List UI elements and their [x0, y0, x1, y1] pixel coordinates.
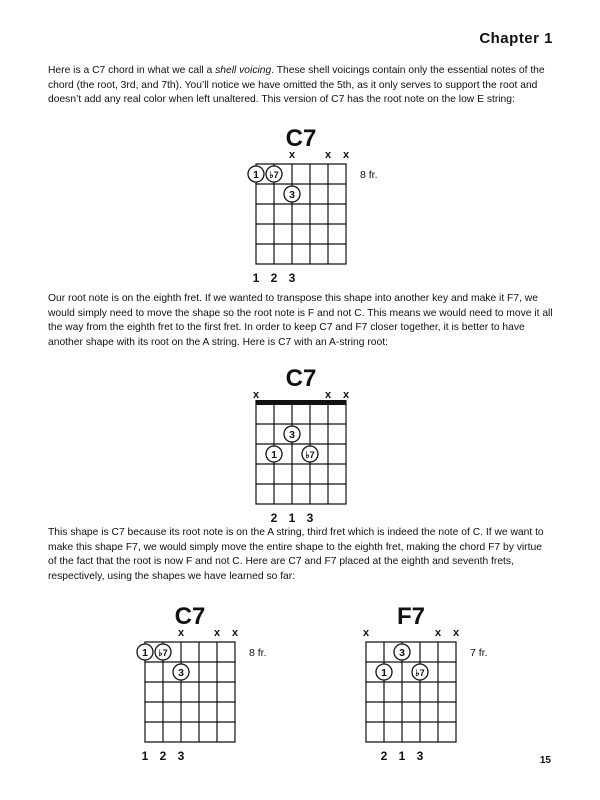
chord-name: F7 [396, 603, 426, 630]
muted-string-x: x [342, 149, 350, 161]
finger-number: 1 [141, 749, 149, 763]
chord-name: C7 [285, 365, 317, 392]
note-interval-label: ♭7 [269, 169, 279, 180]
paragraph-intro-after: . These shell voicings contain only the essential notes of the chord (the root, 3rd, and 7th). You’ll notice we have omitted the 5th, as it only serves to support the root and doesn’t add any real color when left unaltered. This version of C7 has the root note on the low E string: [48, 65, 545, 106]
note-interval-label: 3 [399, 646, 405, 659]
note-interval-label: 1 [253, 168, 259, 181]
note-interval-label: ♭7 [415, 667, 425, 678]
finger-number: 1 [398, 749, 406, 763]
paragraph-transpose: Our root note is on the eighth fret. If we wanted to transpose this shape into another key and make it F7, we would simply need to move the shape so the root note is F and not C. This means we would need to move it all the way from the eighth fret to the first fret. In order to keep C7 and F7 closer together, it is better to have another shape with its root on the A string. Here is C7 with an A-string root: [48, 293, 553, 348]
paragraph-intro [48, 64, 553, 108]
page-number: 15 [539, 755, 551, 766]
finger-number: 3 [416, 749, 424, 763]
note-interval-label: ♭7 [305, 449, 315, 460]
chord-diagram-f7-seventh-fret [348, 598, 488, 763]
note-interval-label: 3 [289, 188, 295, 201]
note-interval-label: 1 [271, 448, 277, 461]
muted-string-x: x [213, 627, 221, 639]
muted-string-x: x [452, 627, 460, 639]
chord-diagram-c7-eighth-fret [127, 598, 267, 763]
note-interval-label: 3 [289, 428, 295, 441]
finger-number: 1 [288, 511, 296, 525]
fret-position-label: 8 fr. [249, 647, 267, 659]
chapter-heading: Chapter 1 [479, 30, 553, 47]
muted-string-x: x [324, 149, 332, 161]
note-interval-label: 1 [381, 666, 387, 679]
shell-voicing-term: shell voicing [215, 65, 272, 76]
chord-name: C7 [285, 125, 317, 152]
finger-number: 2 [159, 749, 167, 763]
paragraph-intro-before: Here is a C7 chord in what we call a [48, 65, 216, 76]
muted-string-x: x [324, 389, 332, 401]
note-interval-label: 1 [142, 646, 148, 659]
muted-string-x: x [434, 627, 442, 639]
fret-position-label: 7 fr. [470, 647, 488, 659]
finger-number: 3 [177, 749, 185, 763]
finger-number: 3 [306, 511, 314, 525]
finger-number: 2 [270, 511, 278, 525]
finger-number: 3 [288, 271, 296, 285]
muted-string-x: x [252, 389, 260, 401]
chord-name: C7 [174, 603, 206, 630]
paragraph-c7-f7: This shape is C7 because its root note is on the A string, third fret which is indeed the note of C. If we want to make this shape F7, we would simply move the entire shape to the eighth fret, making the chord F7 by virtue of the fact that the root is now F and not C. Here are C7 and F7 placed at the eighth and seventh frets, respectively, using the shapes we have learned so far: [48, 527, 544, 582]
finger-number: 1 [252, 271, 260, 285]
note-interval-label: ♭7 [158, 647, 168, 658]
muted-string-x: x [342, 389, 350, 401]
note-interval-label: 3 [178, 666, 184, 679]
chord-diagram-c7-low-e [238, 120, 378, 285]
muted-string-x: x [231, 627, 239, 639]
finger-number: 2 [380, 749, 388, 763]
muted-string-x: x [288, 149, 296, 161]
muted-string-x: x [362, 627, 370, 639]
fret-position-label: 8 fr. [360, 169, 378, 181]
muted-string-x: x [177, 627, 185, 639]
chord-diagram-c7-a-string [238, 360, 368, 525]
finger-number: 2 [270, 271, 278, 285]
